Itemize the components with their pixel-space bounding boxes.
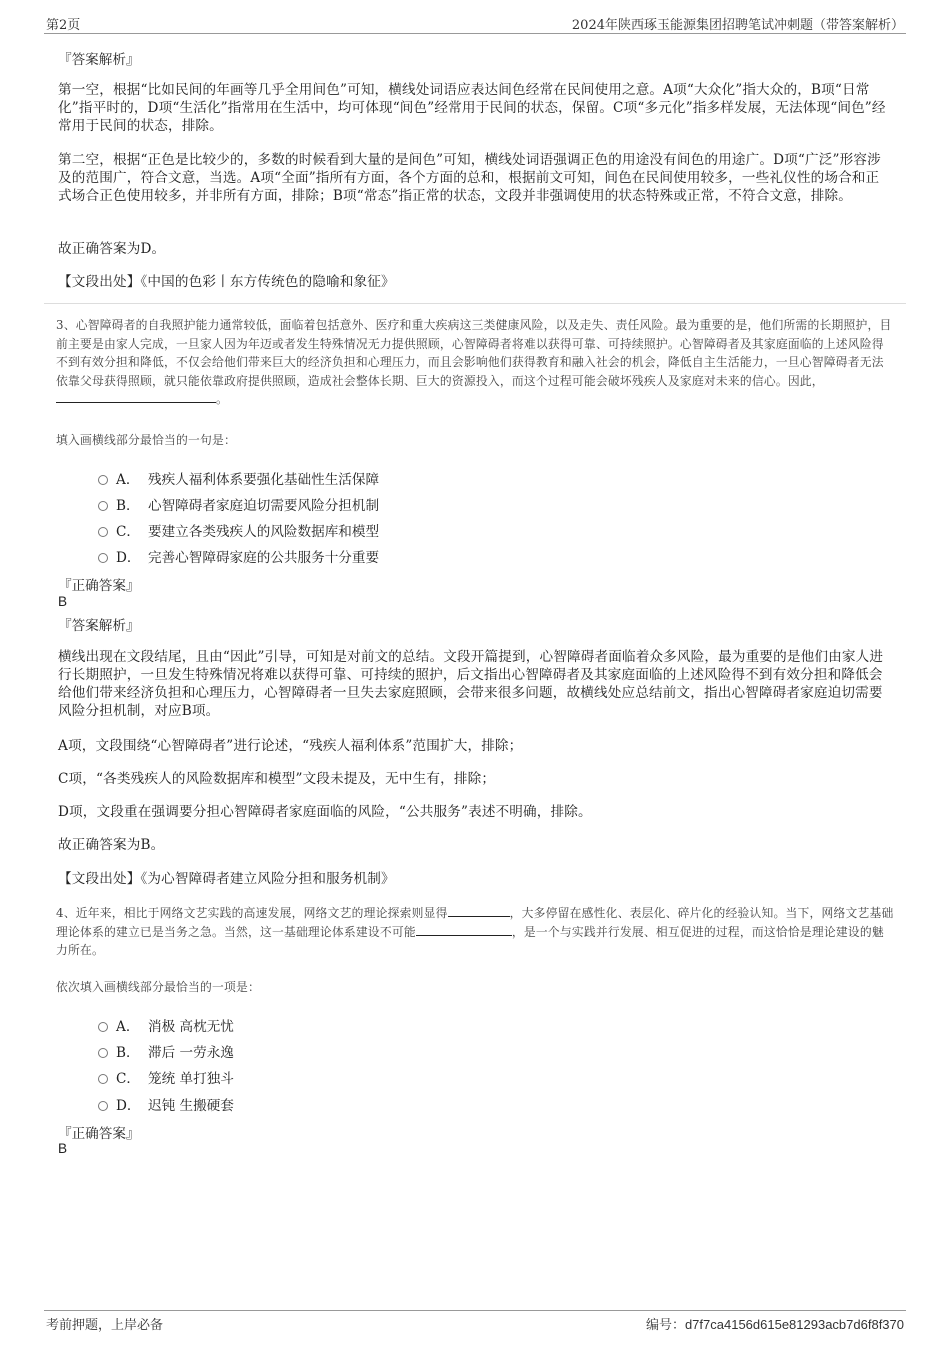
q3-analysis-p1: 横线出现在文段结尾，且由“因此”引导，可知是对前文的总结。文段开篇提到，心智障碍者面临着众多风险，最为重要的是他们由家人进行长期照护，一旦发生特殊情况将难以获得可靠、可持续的照护，后文指出心智障碍者及其家庭面临的上述风险得不到有效分担和降低会给他们带来经济负担和心理压力，心智障碍者一旦失去家庭照顾，会带来很多问题，故横线处应总结前文，指出心智障碍者家庭迫切需要风险分担机制，对应B项。 [58, 649, 884, 719]
option-letter: C． [116, 524, 140, 540]
serial-code: d7f7ca4156d615e81293acb7d6f8f370 [684, 1317, 904, 1332]
q3-analysis-p4: D项，文段重在强调要分担心智障碍者家庭面临的风险，“公共服务”表述不明确，排除。 [58, 804, 592, 820]
option-text: 迟钝 生搬硬套 [148, 1098, 234, 1114]
q3-stem-text: 3、心智障碍者的自我照护能力通常较低，面临着包括意外、医疗和重大疾病这三类健康风险，以及走失、责任风险。最为重要的是，他们所需的长期照护，目前主要是由家人完成，一旦家人因为年迈或者发生特殊情况无力提供照顾，心智障碍者将难以获得可靠、可持续照护。心智障碍者及其家庭面临的上述风险得不到有效分担和降低，不仅会给他们带来巨大的经济负担和心理压力，而且会影响他们获得教育和融入社会的机会，降低自主生活能力，一旦心智障碍者无法依靠父母获得照顾，就只能依靠政府提供照顾，造成社会整体长期、巨大的资源投入，而这个过程可能会破坏残疾人及家庭对未来的信心。因此， [56, 318, 892, 388]
q3-option-a[interactable] [98, 468, 379, 488]
option-text: 心智障碍者家庭迫切需要风险分担机制 [148, 498, 380, 514]
radio-icon[interactable] [98, 501, 108, 511]
q3-prompt: 填入画横线部分最恰当的一句是： [56, 433, 236, 447]
option-text: 残疾人福利体系要强化基础性生活保障 [148, 472, 380, 488]
q3-analysis-p2: A项，文段围绕“心智障碍者”进行论述，“残疾人福利体系”范围扩大，排除； [58, 738, 523, 754]
q4-stem-a: 4、近年来，相比于网络文艺实践的高速发展，网络文艺的理论探索则显得 [56, 906, 448, 920]
q3-option-b[interactable] [98, 494, 379, 514]
option-letter: D． [116, 1098, 141, 1114]
footer-serial [646, 1314, 904, 1333]
q3-source: 【文段出处】《为心智障碍者建立风险分担和服务机制》 [58, 871, 395, 887]
q3-answer-label: 『正确答案』 [58, 578, 140, 594]
option-letter: D． [116, 550, 141, 566]
q2-analysis-p1: 第一空，根据“比如民间的年画等几乎全用间色”可知，横线处词语应表达间色经常在民间使用之意。A项“大众化”指大众的，B项“日常化”指平时的，D项“生活化”指常用在生活中，均可体现“间色”经常用于民间的状态，保留。C项“多元化”指多样发展，无法体现“间色”经常用于民间的状态，排除。 [58, 82, 886, 134]
section-divider [44, 303, 906, 304]
option-letter: C． [116, 1071, 140, 1087]
footer-divider [44, 1310, 906, 1311]
q4-option-d[interactable] [98, 1094, 234, 1114]
q3-analysis-label: 『答案解析』 [58, 618, 140, 634]
radio-icon[interactable] [98, 527, 108, 537]
q4-prompt: 依次填入画横线部分最恰当的一项是： [56, 980, 260, 994]
radio-icon[interactable] [98, 475, 108, 485]
q2-source: 【文段出处】《中国的色彩丨东方传统色的隐喻和象征》 [58, 274, 395, 290]
option-text: 滞后 一劳永逸 [148, 1045, 234, 1061]
q4-option-a[interactable] [98, 1015, 234, 1035]
q3-answer: B [58, 594, 68, 609]
option-text: 完善心智障碍家庭的公共服务十分重要 [148, 550, 380, 566]
q4-blank-2 [416, 923, 512, 936]
q4-option-c[interactable] [98, 1067, 234, 1087]
option-letter: A． [116, 1019, 140, 1035]
q4-answer-label: 『正确答案』 [58, 1126, 140, 1142]
footer-slogan: 考前押题，上岸必备 [46, 1318, 164, 1333]
q3-stem [56, 316, 894, 409]
q2-analysis-label: 『答案解析』 [58, 52, 140, 68]
q3-option-d[interactable] [98, 546, 379, 566]
header-divider [44, 33, 906, 34]
q2-analysis-conclusion: 故正确答案为D。 [58, 241, 166, 257]
option-letter: B． [116, 498, 140, 514]
q4-answer: B [58, 1141, 68, 1156]
radio-icon[interactable] [98, 1048, 108, 1058]
q4-stem [56, 904, 894, 960]
radio-icon[interactable] [98, 553, 108, 563]
option-letter: A． [116, 472, 140, 488]
q4-stem-b: ，大多停留在感性化、表层化、碎片化的经验认知。当下，网络文艺基础理论体系的建立已是当务之急。当然，这一基础理论体系建设不可能 [56, 906, 894, 939]
q4-stem-c: ，是一个与实践并行发展、相互促进的过程，而这恰恰是理论建设的魅力所在。 [56, 924, 884, 957]
radio-icon[interactable] [98, 1022, 108, 1032]
page-number: 第2页 [46, 18, 81, 33]
q3-stem-end: 。 [216, 392, 228, 406]
document-title: 2024年陕西琢玉能源集团招聘笔试冲刺题（带答案解析） [571, 18, 904, 33]
option-letter: B． [116, 1045, 140, 1061]
option-text: 要建立各类残疾人的风险数据库和模型 [148, 524, 380, 540]
serial-label: 编号： [645, 1318, 685, 1333]
radio-icon[interactable] [98, 1101, 108, 1111]
option-text: 消极 高枕无忧 [148, 1019, 234, 1035]
q3-blank [56, 390, 216, 403]
q4-blank-1 [448, 904, 510, 917]
q2-analysis-p2: 第二空，根据“正色是比较少的，多数的时候看到大量的是间色”可知，横线处词语强调正色的用途没有间色的用途广。D项“广泛”形容涉及的范围广，符合文意，当选。A项“全面”指所有方面，各个方面的总和，根据前文可知，间色在民间使用较多，一些礼仪性的场合和正式场合正色使用较多，并非所有方面，排除；B项“常态”指正常的状态，文段并非强调使用的状态特殊或正常，不符合文意，排除。 [58, 152, 881, 204]
q3-analysis-conclusion: 故正确答案为B。 [58, 837, 165, 853]
radio-icon[interactable] [98, 1074, 108, 1084]
q3-analysis-p3: C项，“各类残疾人的风险数据库和模型”文段未提及，无中生有，排除； [58, 771, 496, 787]
option-text: 笼统 单打独斗 [148, 1071, 234, 1087]
q4-option-b[interactable] [98, 1041, 234, 1061]
q3-option-c[interactable] [98, 520, 379, 540]
